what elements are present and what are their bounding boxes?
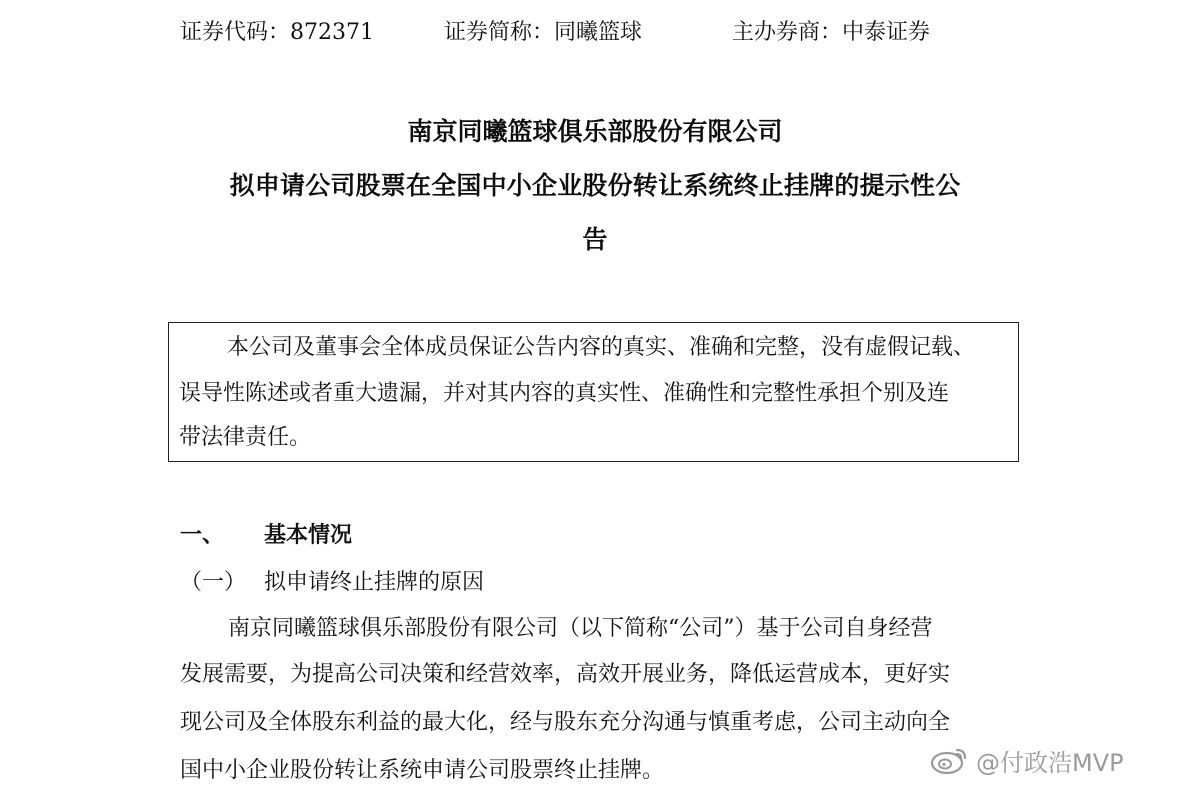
body-paragraph-line-4: 国中小企业股份转让系统申请公司股票终止挂牌。	[180, 758, 665, 783]
securities-code: 证券代码：872371	[180, 20, 374, 45]
weibo-watermark	[930, 742, 1124, 778]
securities-info-header	[180, 16, 1000, 50]
statement-line-2: 误导性陈述或者重大遗漏，并对其内容的真实性、准确性和完整性承担个别及连	[179, 381, 950, 406]
announcement-title-line-2: 告	[582, 225, 608, 254]
body-paragraph-line-1: 南京同曦篮球俱乐部股份有限公司（以下简称“公司”）基于公司自身经营	[228, 616, 933, 641]
body-paragraph-line-2: 发展需要，为提高公司决策和经营效率，高效开展业务，降低运营成本，更好实	[180, 662, 951, 687]
subsection-title: 拟申请终止挂牌的原因	[264, 570, 485, 595]
statement-line-3: 带法律责任。	[179, 425, 312, 450]
section-number: 一、	[180, 523, 225, 548]
sponsor-broker: 主办券商：中泰证券	[732, 20, 931, 45]
announcement-title-line-1: 拟申请公司股票在全国中小企业股份转让系统终止挂牌的提示性公	[229, 171, 961, 200]
board-statement-box	[168, 322, 1019, 462]
securities-abbreviation: 证券简称：同曦篮球	[444, 20, 643, 45]
weibo-icon	[930, 744, 970, 776]
company-name-title: 南京同曦篮球俱乐部股份有限公司	[407, 117, 783, 146]
statement-line-1: 本公司及董事会全体成员保证公告内容的真实、准确和完整，没有虚假记载、	[227, 335, 976, 360]
watermark-text: @付政浩MVP	[976, 748, 1124, 777]
subsection-number: （一）	[180, 570, 247, 595]
body-paragraph-line-3: 现公司及全体股东利益的最大化，经与股东充分沟通与慎重考虑，公司主动向全	[180, 710, 951, 735]
section-title: 基本情况	[264, 523, 353, 548]
